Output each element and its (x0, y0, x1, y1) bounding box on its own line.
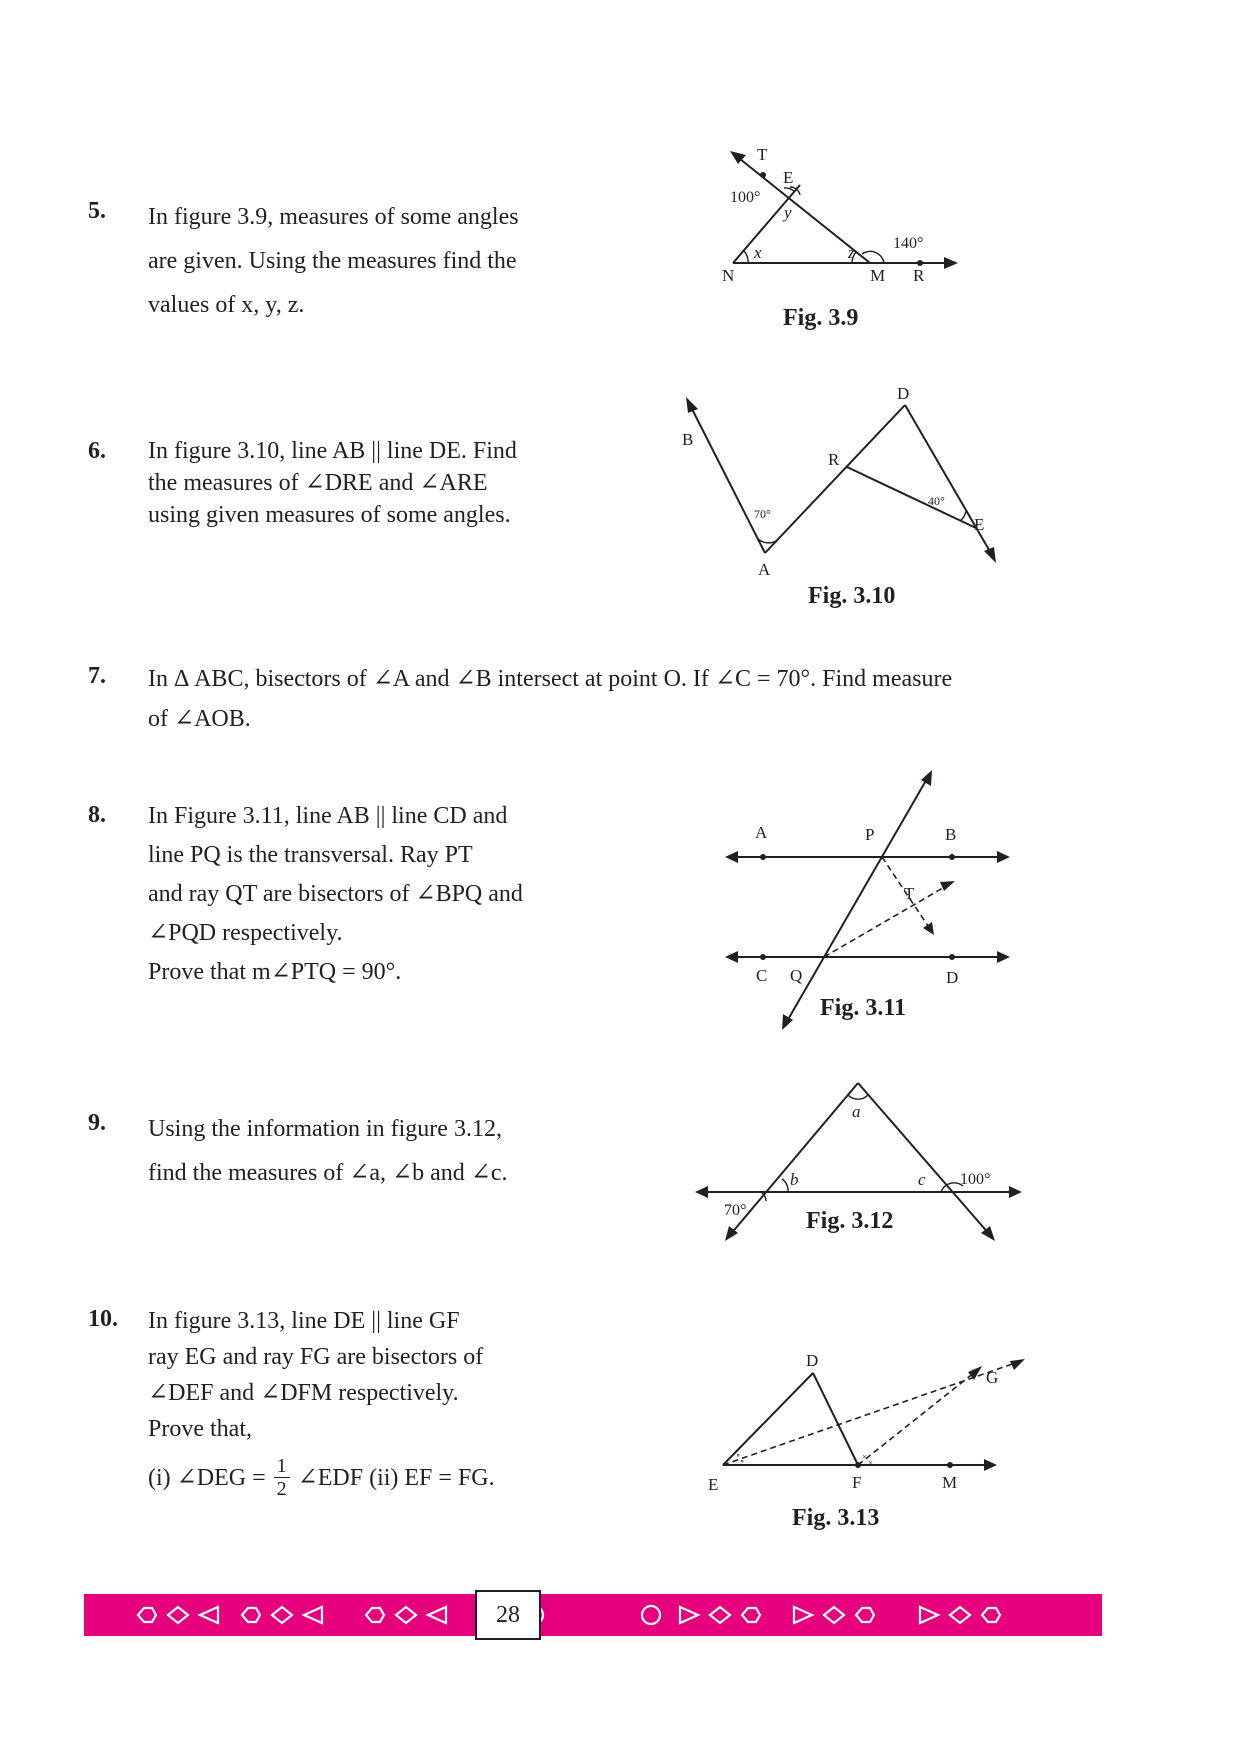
fig312-label-a: a (852, 1102, 861, 1121)
question-5-line-3: values of x, y, z. (148, 292, 305, 318)
footer-band (84, 1594, 1102, 1636)
question-10-line-5-pre: (i) ∠DEG = (148, 1464, 266, 1491)
question-10-line-3: ∠DEF and ∠DFM respectively. (148, 1380, 459, 1406)
fig310-label-B: B (682, 430, 694, 449)
fig311-label-P: P (865, 825, 875, 844)
question-9-number: 9. (88, 1110, 106, 1136)
question-7-number: 7. (88, 663, 106, 689)
question-5-number: 5. (88, 198, 106, 224)
fig312-label-c: c (918, 1170, 926, 1189)
fig313-label-F: F (852, 1473, 862, 1492)
fig39-label-100: 100° (730, 189, 761, 206)
question-10-number: 10. (88, 1306, 118, 1332)
question-8-line-4: ∠PQD respectively. (148, 920, 343, 946)
question-6-line-2: the measures of ∠DRE and ∠ARE (148, 470, 488, 496)
question-10-line-1: In figure 3.13, line DE || line GF (148, 1308, 460, 1334)
question-6-line-3: using given measures of some angles. (148, 502, 511, 528)
fig-3-11-caption: Fig. 3.11 (820, 995, 907, 1021)
question-6-number: 6. (88, 438, 106, 464)
question-9-line-2: find the measures of ∠a, ∠b and ∠c. (148, 1160, 508, 1186)
fraction-numerator: 1 (276, 1455, 287, 1477)
fraction-denominator: 2 (276, 1478, 287, 1500)
fig313-label-G: G (986, 1368, 999, 1387)
fig39-label-M: M (870, 266, 886, 285)
question-9-line-1: Using the information in figure 3.12, (148, 1116, 502, 1142)
fig-3-9-caption: Fig. 3.9 (783, 305, 859, 331)
fig39-label-140: 140° (893, 235, 924, 252)
fig310-label-40: 40° (928, 494, 945, 508)
figure-3-9 (700, 135, 970, 295)
question-10-line-5-post: ∠EDF (ii) EF = FG. (297, 1464, 495, 1491)
fraction-one-half (274, 1455, 290, 1500)
fig39-label-z: z (848, 243, 855, 262)
fig312-label-b: b (790, 1170, 799, 1189)
question-5-line-1: In figure 3.9, measures of some angles (148, 204, 519, 230)
question-8-text (148, 797, 588, 992)
fig310-label-E: E (974, 515, 985, 534)
fig313-label-M: M (942, 1473, 958, 1492)
fig39-label-x: x (754, 243, 762, 262)
question-6-line-1: In figure 3.10, line AB || line DE. Find (148, 438, 517, 464)
fig39-label-N: N (722, 266, 735, 285)
fig311-label-A: A (755, 823, 768, 842)
fig311-label-T: T (904, 884, 915, 903)
fig312-label-70: 70° (724, 1202, 747, 1219)
fig311-label-Q: Q (790, 966, 803, 985)
question-7-line-1: In Δ ABC, bisectors of ∠A and ∠B intersect at point O. If ∠C = 70°. Find measure (148, 666, 953, 692)
question-10-text (148, 1303, 588, 1500)
question-7-line-2: of ∠AOB. (148, 706, 251, 732)
figure-3-10 (670, 375, 1010, 585)
fig39-label-y: y (784, 203, 792, 222)
fig311-label-C: C (756, 966, 768, 985)
footer-decoration-left (134, 1602, 464, 1628)
fig310-label-D: D (897, 384, 910, 403)
fig39-label-R: R (913, 266, 925, 285)
fig-3-12-caption: Fig. 3.12 (806, 1208, 894, 1234)
fig-3-10-caption: Fig. 3.10 (808, 583, 896, 609)
question-8-line-2: line PQ is the transversal. Ray PT (148, 842, 473, 868)
question-8-number: 8. (88, 802, 106, 828)
question-5-text (148, 195, 578, 327)
fig313-label-E: E (708, 1475, 719, 1494)
fig313-mark-e1: ∘ (736, 1450, 741, 1460)
fig312-label-100: 100° (960, 1171, 991, 1188)
fig310-label-A: A (758, 560, 771, 579)
question-8-line-1: In Figure 3.11, line AB || line CD and (148, 803, 508, 829)
question-10-line-2: ray EG and ray FG are bisectors of (148, 1344, 484, 1370)
fig313-label-D: D (806, 1351, 819, 1370)
fig311-label-D: D (946, 968, 959, 987)
footer-decoration-right (676, 1602, 1016, 1628)
fig39-label-T: T (757, 145, 768, 164)
fig310-label-70: 70° (754, 507, 771, 521)
fig313-mark-e2: ∘ (740, 1456, 745, 1466)
question-10-line-4: Prove that, (148, 1416, 252, 1442)
question-7-text (148, 659, 1108, 739)
question-10-line-5 (148, 1455, 588, 1500)
question-5-line-2: are given. Using the measures find the (148, 248, 517, 274)
fig313-mark-f1: × (862, 1452, 868, 1462)
fig-3-13-caption: Fig. 3.13 (792, 1505, 880, 1531)
question-9-text (148, 1107, 588, 1195)
question-6-text (148, 435, 588, 531)
fig313-mark-f2: × (868, 1458, 874, 1468)
page-number: 28 (475, 1590, 541, 1640)
footer-circle-right (639, 1603, 663, 1627)
figure-3-13 (700, 1330, 1040, 1500)
question-8-line-3: and ray QT are bisectors of ∠BPQ and (148, 881, 523, 907)
question-8-line-5: Prove that m∠PTQ = 90°. (148, 959, 402, 985)
fig39-label-E: E (783, 168, 794, 187)
fig310-label-R: R (828, 450, 840, 469)
fig311-label-B: B (945, 825, 957, 844)
